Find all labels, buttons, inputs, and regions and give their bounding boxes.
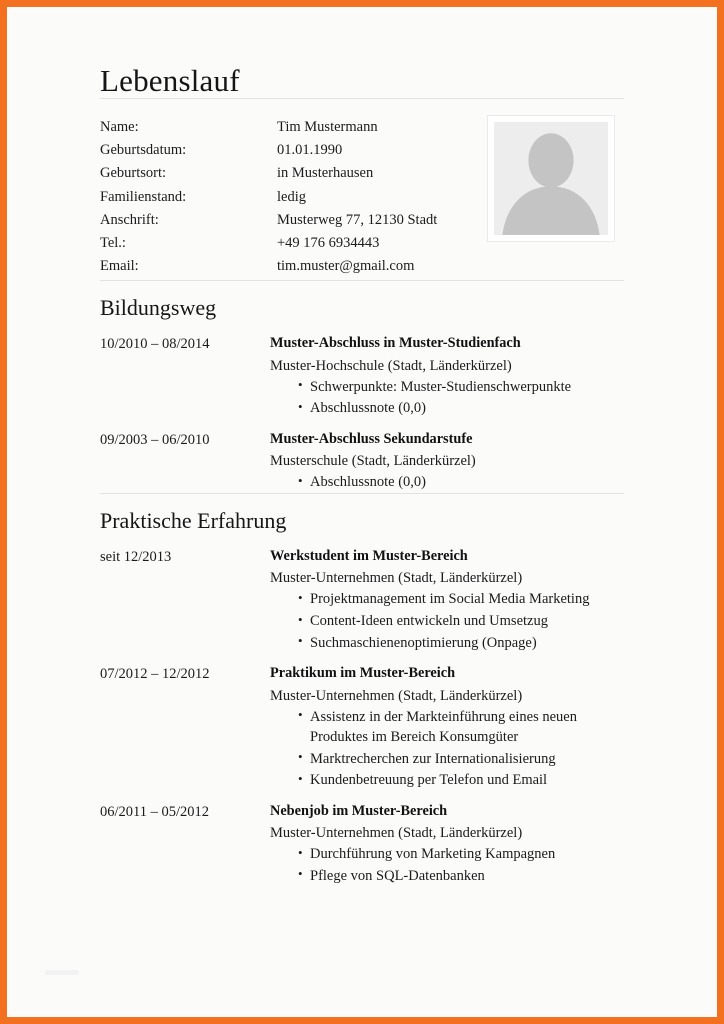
entry-organization: Muster-Unternehmen (Stadt, Länderkürzel) (270, 687, 523, 704)
personal-label: Anschrift: (100, 211, 159, 228)
list-item: • Content-Ideen entwickeln und Umsetzug (298, 611, 624, 632)
personal-details-rows (100, 118, 490, 280)
list-item: • Assistenz in der Markteinführung eines neuen Produktes im Bereich Konsumgüter (298, 707, 624, 748)
entry-organization: Muster-Unternehmen (Stadt, Länderkürzel) (270, 825, 523, 842)
entry-body (270, 664, 624, 791)
applicant-photo-frame (487, 115, 615, 242)
table-row (100, 234, 490, 257)
personal-value: 01.01.1990 (277, 142, 343, 159)
education-entry (100, 334, 624, 418)
entry-date: seit 12/2013 (100, 549, 172, 566)
table-row (100, 141, 490, 164)
personal-value: +49 176 6934443 (277, 234, 380, 251)
entry-title: Muster-Abschluss in Muster-Studienfach (270, 335, 521, 352)
table-row (100, 257, 490, 280)
personal-value: ledig (277, 188, 306, 205)
list-item: • Abschlussnote (0,0) (298, 472, 624, 493)
scan-artifact (45, 970, 79, 975)
entry-body (270, 334, 624, 418)
table-row (100, 164, 490, 187)
personal-label: Geburtsort: (100, 165, 167, 182)
entry-date: 06/2011 – 05/2012 (100, 803, 210, 820)
entry-date: 10/2010 – 08/2014 (100, 336, 210, 353)
list-item: • Kundenbetreuung per Telefon und Email (298, 770, 624, 791)
entry-bullet-list (270, 472, 624, 493)
entry-body (270, 547, 624, 653)
table-row (100, 118, 490, 141)
entry-bullet-list (270, 707, 624, 791)
personal-details-block (100, 118, 624, 280)
personal-value: Tim Mustermann (277, 119, 378, 136)
entry-organization: Muster-Unternehmen (Stadt, Länderkürzel) (270, 570, 523, 587)
section-heading: Praktische Erfahrung (100, 507, 287, 533)
list-item: • Pflege von SQL-Datenbanken (298, 866, 624, 887)
table-row (100, 211, 490, 234)
person-silhouette-icon (494, 122, 608, 235)
personal-label: Tel.: (100, 234, 126, 251)
personal-value: tim.muster@gmail.com (277, 257, 415, 274)
entry-date: 09/2003 – 06/2010 (100, 431, 210, 448)
page-sheet (7, 7, 717, 1017)
entry-date: 07/2012 – 12/2012 (100, 666, 210, 683)
experience-entry (100, 802, 624, 886)
page-content-column (100, 7, 624, 1017)
personal-details-table (100, 118, 490, 280)
personal-label: Familienstand: (100, 188, 187, 205)
personal-label: Name: (100, 119, 139, 136)
entry-body (270, 430, 624, 493)
entry-title: Praktikum im Muster-Bereich (270, 665, 456, 682)
table-row (100, 188, 490, 211)
entry-organization: Muster-Hochschule (Stadt, Länderkürzel) (270, 357, 512, 374)
experience-entry (100, 664, 624, 791)
personal-label: Geburtsdatum: (100, 142, 187, 159)
entry-organization: Musterschule (Stadt, Länderkürzel) (270, 453, 476, 470)
list-item: • Marktrecherchen zur Internationalisierung (298, 749, 624, 770)
entry-bullet-list (270, 377, 624, 419)
education-entry (100, 430, 624, 493)
list-item: • Schwerpunkte: Muster-Studienschwerpunkte (298, 377, 624, 398)
entry-title: Muster-Abschluss Sekundarstufe (270, 430, 473, 447)
list-item: • Suchmaschienenoptimierung (Onpage) (298, 633, 624, 654)
personal-value: Musterweg 77, 12130 Stadt (277, 211, 438, 228)
experience-entry (100, 547, 624, 653)
section-heading: Bildungsweg (100, 295, 217, 321)
list-item: • Abschlussnote (0,0) (298, 398, 624, 419)
entry-bullet-list (270, 589, 624, 653)
entry-body (270, 802, 624, 886)
entry-title: Werkstudent im Muster-Bereich (270, 548, 468, 565)
personal-label: Email: (100, 257, 139, 274)
page-title: Lebenslauf (100, 63, 240, 98)
title-divider (100, 98, 624, 99)
list-item: • Projektmanagement im Social Media Marketing (298, 589, 624, 610)
entry-title: Nebenjob im Muster-Bereich (270, 802, 448, 819)
list-item: • Durchführung von Marketing Kampagnen (298, 844, 624, 865)
personal-value: in Musterhausen (277, 165, 374, 182)
entry-bullet-list (270, 844, 624, 886)
